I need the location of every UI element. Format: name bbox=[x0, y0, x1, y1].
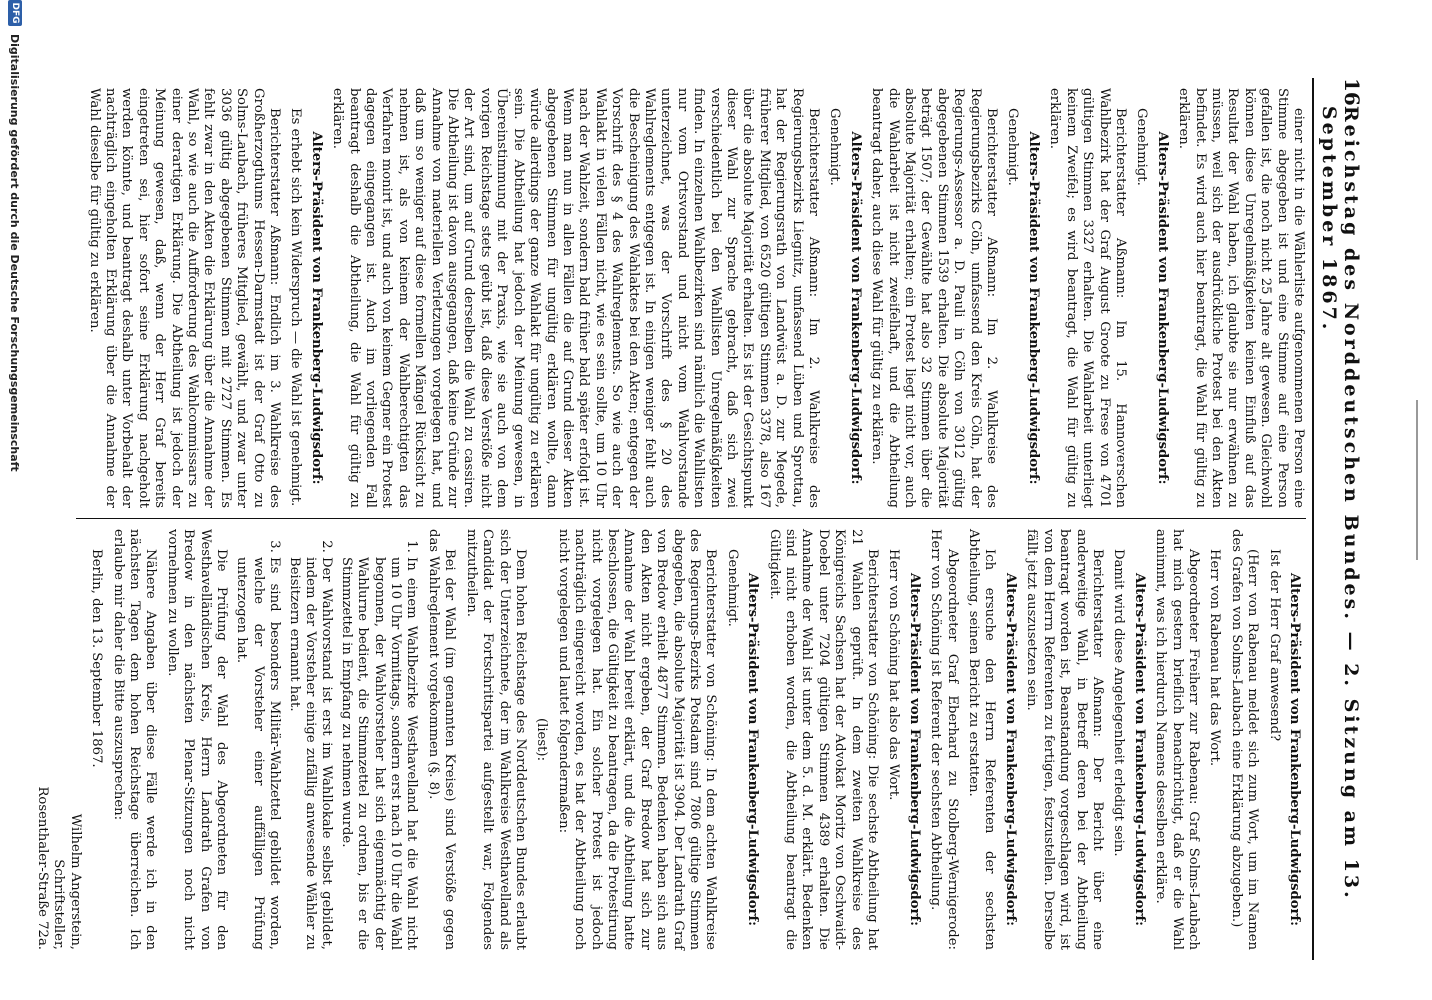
speaker-heading: Alters-Präsident von Frankenberg-Ludwigsdorf: bbox=[1025, 131, 1041, 485]
paragraph: Ich ersuche den Herrn Referenten der sechsten Abtheilung, seinen Bericht zu erstatten. bbox=[966, 529, 998, 950]
digitization-footer bbox=[0, 0, 30, 1000]
paragraph: Die Prüfung der Wahl des Abgeordneten für den Westhavelländischen Kreis, Herrn Landrath Grafen von Bredow in den nächsten Plenar-Sitzungen noch nicht vornehmen zu wollen. bbox=[164, 529, 230, 950]
speaker-heading: Alters-Präsident von Frankenberg-Ludwigsdorf: bbox=[308, 131, 324, 485]
right-column bbox=[34, 519, 1306, 960]
speaker-heading: Alters-Präsident von Frankenberg-Ludwigsdorf: bbox=[1154, 131, 1170, 485]
stage-direction: (liest): bbox=[534, 717, 550, 762]
scan-edge-mark bbox=[1416, 400, 1418, 560]
speaker-heading: Alters-Präsident von Frankenberg-Ludwigsdorf: bbox=[1131, 572, 1147, 927]
dfg-logo-icon: DFG bbox=[8, 0, 22, 26]
paragraph: Nähere Angaben über diese Fälle werde ich in den nächsten Tagen dem hohen Reichstage überreichen. Ich erlaube mir daher die Bitte auszusprechen: bbox=[110, 529, 159, 950]
speaker-heading: Alters-Präsident von Frankenberg-Ludwigsdorf: bbox=[745, 572, 761, 927]
speaker-heading: Alters-Präsident von Frankenberg-Ludwigsdorf: bbox=[847, 131, 863, 485]
paragraph: Genehmigt. bbox=[1134, 108, 1150, 186]
paragraph: Genehmigt. bbox=[827, 108, 843, 186]
paragraph: Berichterstatter Aßmann: Im 2. Wahlkreise des Regierungsbezirks Liegnitz, umfassend Lüben und Sprottau, hat der Regierungsrath von Landwüst a. D. zur Megede, früherer Mitglied, von 6520 gültigen Stimmen 3378, also 167 über die absolute Majorität erhalten. Es ist der Gesichtspunkt dieser Wahl zur Sprache gebracht, daß sich zwei verschiedentlich bei den Wahllisten Unregelmäßigkeiten finden. In einzelnen Wahlbezirken sind nämlich die Wahllisten nur vom Ortsvorstand und nicht vom Wahlvorstande unterzeichnet, was der Vorschrift des § 20 des Wahlreglements entgegen ist. In einigen weniger fehlt auch die Bescheinigung des Wahlaktes bei den Akten; entgegen der Vorschrift des § 4 des Wahlreglements. So wie auch der Wahlakt in vielen Fällen nicht, wie es sein sollte, um 10 Uhr nach der Wahlzeit, sondern bald früher bald später erfolgt ist. Wenn man nun in allen Fällen die auf Grund dieser Akten abgegebenen Stimmen für ungültig erklären wollte, dann würde allerdings der ganze Wahlakt für ungültig zu erklären sein. Die Abtheilung hat jedoch der Meinung gewesen, in Übereinstimmung mit der Praxis, wie sie auch von dem vorigen Reichstage stets geübt ist, daß diese Verstöße nicht der Art sind, um auf Grund derselben die Wahl zu cassiren. Die Abtheilung ist davon ausgegangen, daß keine Gründe zur Annahme von materiellen Verletzungen vorgelegen hat, und daß um so weniger auf diese formellen Mängel Rücksicht zu nehmen ist, als von keinem der Wahlberechtigten das Verfahren monirt ist, und auch von keinem Gegner ein Protest dagegen eingegangen ist. Auch im vorliegenden Fall beantragt deshalb die Abtheilung, die Wahl für gültig zu erklären. bbox=[330, 88, 822, 508]
running-title: Reichstag des Norddeutschen Bundes. — 2. Sitzung am 13. September 1867. bbox=[1318, 105, 1362, 901]
paragraph: Berlin, den 13. September 1867. bbox=[89, 549, 105, 768]
paragraph: Genehmigt. bbox=[724, 549, 740, 627]
signature-line: Schriftsteller, bbox=[51, 859, 67, 950]
signature-line: Wilhelm Angerstein, bbox=[67, 813, 83, 950]
paragraph: Berichterstatter Aßmann: Endlich im 3. Wahlkreise des Großherzogthums Hessen-Darmstadt ist der Graf Otto zu Solms-Laubach, früheres Mitglied, gewählt, und zwar unter 3036 gültig abgegebenen Stimmen mit 2727 Stimmen. Es fehlt zwar in den Akten die Erklärung über die Annahme der Wahl, so wie auch die Aufforderung des Wahlcommissars zu einer derartigen Erklärung. Die Abtheilung ist jedoch der Meinung gewesen, daß, wenn der Herr Graf bereits eingetreten sei, hier sofort seine Erklärung nachgeholt werden könnte, und beantragt deshalb unter Vorbehalt der nachträglich eingeholten Erklärung über die Annahme der Wahl dieselbe für gültig zu erklären. bbox=[86, 88, 283, 508]
left-column bbox=[76, 78, 1306, 519]
paragraph: Damit wird diese Angelegenheit erledigt sein. bbox=[1111, 549, 1127, 857]
document-page bbox=[12, 0, 1392, 1000]
list-item: 3. Es sind besonders Militär-Wahlzettel gebildet worden, welche der Vorsteher einer auffälligen Prüfung unterzogen hat. bbox=[233, 557, 282, 950]
paragraph: Herr von Schöning hat also das Wort. bbox=[886, 549, 902, 801]
list-item: 2. Der Wahlvorstand ist erst im Wahllokale selbst gebildet, indem der Vorsteher einige zufällig anwesende Wähler zu Beisitzern ernannt hat. bbox=[285, 557, 334, 950]
numbered-list bbox=[233, 529, 419, 950]
paragraph: Es erhebt sich kein Widerspruch — die Wahl ist genehmigt. bbox=[288, 108, 304, 507]
signature-line: Rosenthaler-Straße 72a. bbox=[34, 786, 50, 950]
speaker-heading: Alters-Präsident von Frankenberg-Ludwigsdorf: bbox=[1287, 572, 1302, 927]
paragraph: Ist der Herr Graf anwesend? bbox=[1266, 549, 1282, 742]
paragraph: Berichterstatter Aßmann: Im 15. Hannoverschen Wahlbezirk hat der Graf August Groote zu Frese von 4701 gültigen Stimmen 3327 erhalten. Die Wahlarbeit unterliegt keinem Zweifel; es wird beantragt, die Wahl für gültig zu erklären. bbox=[1047, 88, 1128, 508]
speaker-heading: Alters-Präsident von Frankenberg-Ludwigsdorf: bbox=[1002, 572, 1018, 927]
paragraph: Berichterstatter von Schöning: In dem achten Wahlkreise des Regierungs-Bezirks Potsdam sind 7806 gültige Stimmen abgegeben, die absolute Majorität ist 3904. Der Landrath Graf von Bredow erhielt 4877 Stimmen. Bedenken haben sich aus den Akten nicht ergeben, der Graf Bredow hat sich zur Annahme der Wahl bereit erklärt, und die Abtheilung hatte beschlossen, die Gültigkeit zu beantragen, da die Protestirung nicht vorgelegen hat. Ein solcher Protest ist jedoch nachträglich eingereicht worden, es hat der Abtheilung noch nicht vorgelegen und lautet folgendermaßen: bbox=[555, 529, 719, 950]
paragraph: Abgeordneter Graf Eberhard zu Stolberg-Wernigerode: Herr von Schöning ist Referent der sechsten Abtheilung. bbox=[928, 529, 960, 950]
footer-text: Digitalisierung gefördert durch die Deutsche Forschungsgemeinschaft bbox=[8, 34, 22, 472]
page-header bbox=[1312, 78, 1364, 960]
paragraph: einer nicht in die Wählerliste aufgenommenen Person eine Stimme abgegeben ist und eine Stimme auf eine Person gefallen ist, die noch nicht 25 Jahre alt gewesen. Gleichwohl können diese Unregelmäßigkeiten keinen Einfluß auf das Resultat der Wahl haben, ich glaubte sie nur erwähnen zu müssen, weil sich der ausdrückliche Protest bei den Akten befindet. Es wird auch hier beantragt, die Wahl für gültig zu erklären. bbox=[1176, 88, 1306, 508]
list-item: 1. In einem Wahlbezirke Westhavelland hat die Wahl nicht um 10 Uhr Vormittags, sondern erst nach 10 Uhr die Wahl begonnen, der Wahlvorsteher hat sich eigenmächtig der Wahlurne bedient, die Stimmzettel zu ordnen, bis er die Stimmzettel in Empfang zu nehmen wurde. bbox=[337, 557, 419, 950]
paragraph: Berichterstatter Aßmann: Im 2. Wahlkreise des Regierungsbezirks Cöln, umfassend den Kreis Cöln, hat der Regierungs-Assessor a. D. Pauli in Cöln von 3012 gültig abgegebenen Stimmen 1539 erhalten. Die absolute Majorität beträgt 1507; der Gewählte hat also 32 Stimmen über die absolute Majorität erhalten; ein Protest liegt nicht vor, auch die Wahlarbeit ist nicht zweifelhaft, und die Abtheilung beantragt daher, auch diese Wahl für gültig zu erklären. bbox=[869, 88, 1000, 508]
paragraph: Dem hohen Reichstage des Norddeutschen Bundes erlaubt sich der Unterzeichnete, der im Wahlkreise Westhavelland als Candidat der Fortschrittspartei aufgestellt war, Folgendes mitzutheilen. bbox=[463, 529, 528, 950]
paragraph: Berichterstatter von Schöning: Die sechste Abtheilung hat 21 Wahlen geprüft. In dem zweiten Wahlkreise des Königreichs Sachsen hat der Advokat Moritz von Oschwaidt-Doebel unter 7204 gültigen Stimmen 4389 erhalten. Die Annahme der Wahl ist unter dem 5. d. M. erklärt. Bedenken sind nicht erhoben worden, die Abtheilung beantragt die Gültigkeit. bbox=[766, 529, 881, 950]
paragraph: Abgeordneter Freiherr zur Rabenau: Graf Solms-Laubach hat mich gestern brieflich benachrichtigt, daß er die Wahl annimmt, was ich hierdurch Namens desselben erkläre. bbox=[1153, 529, 1201, 950]
paragraph: Herr von Rabenau hat das Wort. bbox=[1207, 549, 1223, 767]
page-number: 16 bbox=[1340, 78, 1364, 106]
paragraph: Genehmigt. bbox=[1005, 108, 1021, 186]
speaker-heading: Alters-Präsident von Frankenberg-Ludwigsdorf: bbox=[906, 572, 922, 927]
paragraph: Bei der Wahl (im genannten Kreise) sind Verstöße gegen das Wahlreglement vorgekommen (§. 8). bbox=[425, 529, 458, 950]
text-columns bbox=[34, 78, 1306, 960]
paragraph: Berichterstatter Aßmann: Der Bericht über eine anderweitige Wahl, in Betreff deren bei der Abtheilung beantragt worden ist, Beanstandung vorgeschlagen wird, ist von dem Herrn Referenten zu fertigen, festzustellen. Derselbe fällt jetzt auszusetzen sein. bbox=[1024, 529, 1105, 950]
paragraph: (Herr von Rabenau meldet sich zum Wort, um im Namen des Grafen von Solms-Laubach eine Erklärung abzugeben.) bbox=[1228, 529, 1261, 950]
